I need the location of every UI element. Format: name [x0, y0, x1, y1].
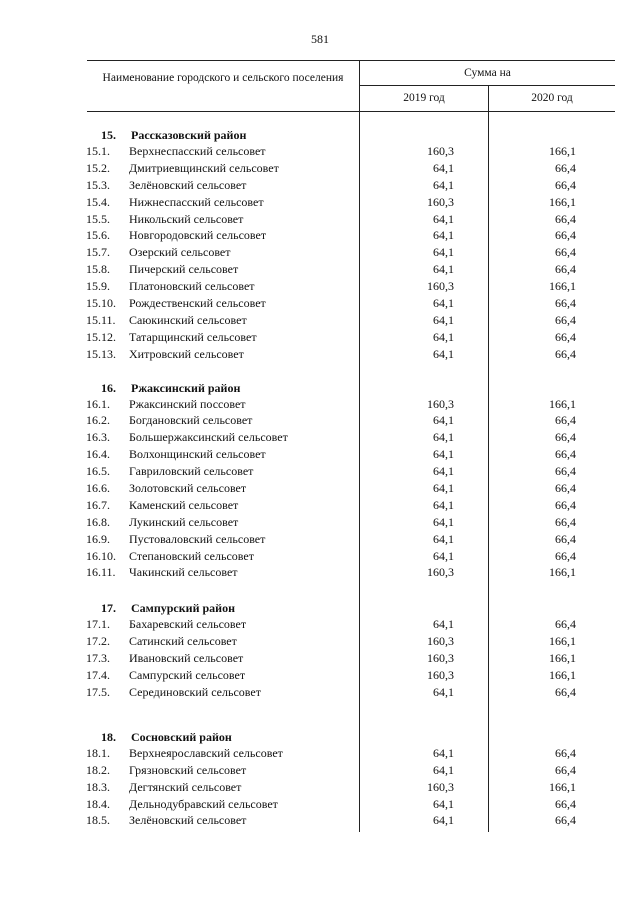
value-2019: 64,1: [433, 813, 454, 828]
table-row: [0, 262, 640, 279]
header-top-rule: [87, 60, 615, 61]
table-row: [0, 178, 640, 195]
district-title: Сосновский район: [131, 729, 232, 744]
value-2020: 66,4: [555, 796, 576, 811]
settlement-name: Ивановский сельсовет: [129, 651, 244, 666]
row-number: 17.2.: [86, 634, 110, 649]
value-2020: 166,1: [549, 144, 576, 158]
value-2019: 64,1: [433, 312, 454, 327]
settlement-name: Серединовский сельсовет: [129, 684, 261, 699]
row-number: 15.2.: [86, 160, 110, 175]
value-2019: 64,1: [433, 211, 454, 226]
row-number: 18.2.: [86, 762, 110, 777]
value-2020: 66,4: [555, 684, 576, 699]
row-number: 17.5.: [86, 684, 110, 699]
value-2019: 64,1: [433, 177, 454, 192]
row-number: 16.6.: [86, 481, 110, 496]
row-number: 15.6.: [86, 228, 110, 243]
value-2020: 66,4: [555, 497, 576, 512]
row-number: 16.5.: [86, 464, 110, 479]
settlement-name: Саюкинский сельсовет: [129, 312, 247, 327]
settlement-name: Рождественский сельсовет: [129, 296, 266, 311]
row-number: 17.3.: [86, 651, 110, 666]
district-heading: [0, 600, 640, 617]
table-row: [0, 549, 640, 566]
section-spacer: [0, 582, 640, 600]
section-spacer: [0, 702, 640, 729]
row-number: 16.3.: [86, 430, 110, 445]
settlement-name: Ржаксинский поссовет: [129, 396, 246, 411]
value-2020: 166,1: [549, 279, 576, 294]
row-number: 15.1.: [86, 144, 110, 158]
value-2019: 160,3: [427, 144, 454, 158]
page-number: 581: [311, 32, 329, 46]
table-row: [0, 746, 640, 763]
settlement-name: Никольский сельсовет: [129, 211, 244, 226]
value-2020: 66,4: [555, 245, 576, 260]
table-row: [0, 617, 640, 634]
value-2020: 66,4: [555, 481, 576, 496]
value-2019: 160,3: [427, 779, 454, 794]
row-number: 16.7.: [86, 497, 110, 512]
value-2019: 64,1: [433, 796, 454, 811]
value-2019: 64,1: [433, 296, 454, 311]
table-row: [0, 797, 640, 814]
table-row: [0, 813, 640, 830]
value-2019: 160,3: [427, 194, 454, 209]
value-2019: 64,1: [433, 617, 454, 632]
district-heading: [0, 729, 640, 746]
settlement-name: Дельнодубравский сельсовет: [129, 796, 278, 811]
table-row: [0, 634, 640, 651]
row-number: 18.1.: [86, 745, 110, 760]
value-2019: 160,3: [427, 279, 454, 294]
value-2019: 64,1: [433, 684, 454, 699]
settlement-name: Зелёновский сельсовет: [129, 813, 247, 828]
header-year-2019: 2019 год: [403, 92, 445, 104]
table-row: [0, 161, 640, 178]
settlement-name: Татарщинский сельсовет: [129, 329, 257, 344]
table-row: [0, 763, 640, 780]
table-row: [0, 668, 640, 685]
table-row: [0, 313, 640, 330]
table-row: [0, 651, 640, 668]
settlement-name: Чакинский сельсовет: [129, 565, 238, 580]
header-name-column: Наименование городского и сельского поселения: [102, 72, 344, 84]
value-2020: 166,1: [549, 634, 576, 649]
section-spacer: [0, 364, 640, 380]
value-2019: 160,3: [427, 565, 454, 580]
value-2020: 166,1: [549, 396, 576, 411]
value-2019: 64,1: [433, 430, 454, 445]
row-number: 15.13.: [86, 346, 116, 361]
value-2019: 64,1: [433, 464, 454, 479]
value-2020: 66,4: [555, 514, 576, 529]
header-year-2020: 2020 год: [531, 92, 573, 104]
value-2019: 64,1: [433, 329, 454, 344]
table-row: [0, 347, 640, 364]
value-2020: 66,4: [555, 228, 576, 243]
value-2020: 66,4: [555, 447, 576, 462]
district-number: 17.: [101, 601, 116, 616]
row-number: 18.5.: [86, 813, 110, 828]
header-sum-column: Сумма на: [464, 67, 511, 79]
settlement-name: Волхонщинский сельсовет: [129, 447, 266, 462]
table-header: [87, 60, 615, 112]
table-row: [0, 481, 640, 498]
value-2020: 66,4: [555, 617, 576, 632]
settlement-name: Сатинский сельсовет: [129, 634, 237, 649]
value-2019: 160,3: [427, 651, 454, 666]
district-title: Рассказовский район: [131, 128, 247, 142]
settlement-name: Золотовский сельсовет: [129, 481, 247, 496]
table-row: [0, 330, 640, 347]
row-number: 15.9.: [86, 279, 110, 294]
value-2019: 64,1: [433, 762, 454, 777]
table-row: [0, 279, 640, 296]
settlement-name: Озерский сельсовет: [129, 245, 231, 260]
table-row: [0, 498, 640, 515]
value-2019: 64,1: [433, 481, 454, 496]
row-number: 15.10.: [86, 296, 116, 311]
row-number: 17.1.: [86, 617, 110, 632]
table-row: [0, 532, 640, 549]
value-2019: 64,1: [433, 228, 454, 243]
value-2019: 64,1: [433, 447, 454, 462]
row-number: 16.9.: [86, 531, 110, 546]
value-2020: 66,4: [555, 531, 576, 546]
row-number: 15.12.: [86, 329, 116, 344]
row-number: 16.10.: [86, 548, 116, 563]
row-number: 15.11.: [86, 312, 116, 327]
settlement-name: Дмитриевщинский сельсовет: [129, 160, 279, 175]
district-heading: [0, 380, 640, 397]
value-2020: 66,4: [555, 762, 576, 777]
row-number: 16.8.: [86, 514, 110, 529]
row-number: 18.4.: [86, 796, 110, 811]
table-row: [0, 515, 640, 532]
value-2019: 160,3: [427, 634, 454, 649]
value-2019: 64,1: [433, 245, 454, 260]
table-row: [0, 212, 640, 229]
value-2020: 66,4: [555, 177, 576, 192]
district-title: Сампурский район: [131, 601, 235, 616]
settlement-name: Сампурский сельсовет: [129, 668, 246, 683]
settlement-name: Платоновский сельсовет: [129, 279, 255, 294]
settlement-name: Пичерский сельсовет: [129, 262, 239, 277]
settlement-name: Лукинский сельсовет: [129, 514, 239, 529]
value-2019: 64,1: [433, 745, 454, 760]
table-row: [0, 447, 640, 464]
value-2020: 66,4: [555, 430, 576, 445]
table-row: [0, 228, 640, 245]
table-row: [0, 195, 640, 212]
settlement-name: Нижнеспасский сельсовет: [129, 194, 264, 209]
district-title: Ржаксинский район: [131, 380, 241, 395]
settlement-name: Дегтянский сельсовет: [129, 779, 242, 794]
row-number: 15.5.: [86, 211, 110, 226]
value-2020: 166,1: [549, 651, 576, 666]
district-number: 18.: [101, 729, 116, 744]
value-2020: 66,4: [555, 262, 576, 277]
table-body: [0, 127, 640, 830]
value-2020: 166,1: [549, 779, 576, 794]
settlement-name: Новгородовский сельсовет: [129, 228, 267, 243]
value-2019: 64,1: [433, 514, 454, 529]
district-number: 16.: [101, 380, 116, 395]
district-number: 15.: [101, 128, 116, 142]
settlement-name: Верхнеярославский сельсовет: [129, 745, 283, 760]
table-row: [0, 780, 640, 797]
settlement-name: Пустоваловский сельсовет: [129, 531, 266, 546]
settlement-name: Зелёновский сельсовет: [129, 177, 247, 192]
value-2020: 66,4: [555, 745, 576, 760]
table-row: [0, 397, 640, 414]
row-number: 15.4.: [86, 194, 110, 209]
value-2019: 64,1: [433, 346, 454, 361]
table-row: [0, 245, 640, 262]
settlement-name: Каменский сельсовет: [129, 497, 239, 512]
row-number: 16.11.: [86, 565, 116, 580]
row-number: 15.8.: [86, 262, 110, 277]
settlement-name: Богдановский сельсовет: [129, 413, 253, 428]
value-2020: 166,1: [549, 668, 576, 683]
value-2020: 66,4: [555, 413, 576, 428]
settlement-name: Бахаревский сельсовет: [129, 617, 247, 632]
value-2020: 66,4: [555, 329, 576, 344]
settlement-name: Большержаксинский сельсовет: [129, 430, 288, 445]
row-number: 18.3.: [86, 779, 110, 794]
row-number: 17.4.: [86, 668, 110, 683]
value-2019: 64,1: [433, 531, 454, 546]
settlement-name: Грязновский сельсовет: [129, 762, 247, 777]
value-2020: 66,4: [555, 548, 576, 563]
value-2020: 66,4: [555, 160, 576, 175]
table-row: [0, 685, 640, 702]
row-number: 15.3.: [86, 177, 110, 192]
value-2020: 66,4: [555, 813, 576, 828]
value-2019: 64,1: [433, 160, 454, 175]
value-2020: 166,1: [549, 194, 576, 209]
row-number: 16.2.: [86, 413, 110, 428]
value-2019: 160,3: [427, 668, 454, 683]
settlement-name: Верхнеспасский сельсовет: [129, 144, 266, 158]
settlement-name: Хитровский сельсовет: [129, 346, 244, 361]
table-row: [0, 144, 640, 161]
row-number: 16.1.: [86, 396, 110, 411]
table-row: [0, 413, 640, 430]
value-2020: 66,4: [555, 296, 576, 311]
value-2020: 66,4: [555, 211, 576, 226]
value-2019: 160,3: [427, 396, 454, 411]
value-2019: 64,1: [433, 497, 454, 512]
row-number: 16.4.: [86, 447, 110, 462]
value-2020: 166,1: [549, 565, 576, 580]
value-2020: 66,4: [555, 312, 576, 327]
table-row: [0, 430, 640, 447]
table-row: [0, 464, 640, 481]
value-2019: 64,1: [433, 413, 454, 428]
district-heading: [0, 127, 640, 144]
value-2020: 66,4: [555, 346, 576, 361]
table-row: [0, 296, 640, 313]
table-row: [0, 565, 640, 582]
row-number: 15.7.: [86, 245, 110, 260]
settlement-name: Гавриловский сельсовет: [129, 464, 254, 479]
value-2020: 66,4: [555, 464, 576, 479]
value-2019: 64,1: [433, 262, 454, 277]
value-2019: 64,1: [433, 548, 454, 563]
settlement-name: Степановский сельсовет: [129, 548, 254, 563]
